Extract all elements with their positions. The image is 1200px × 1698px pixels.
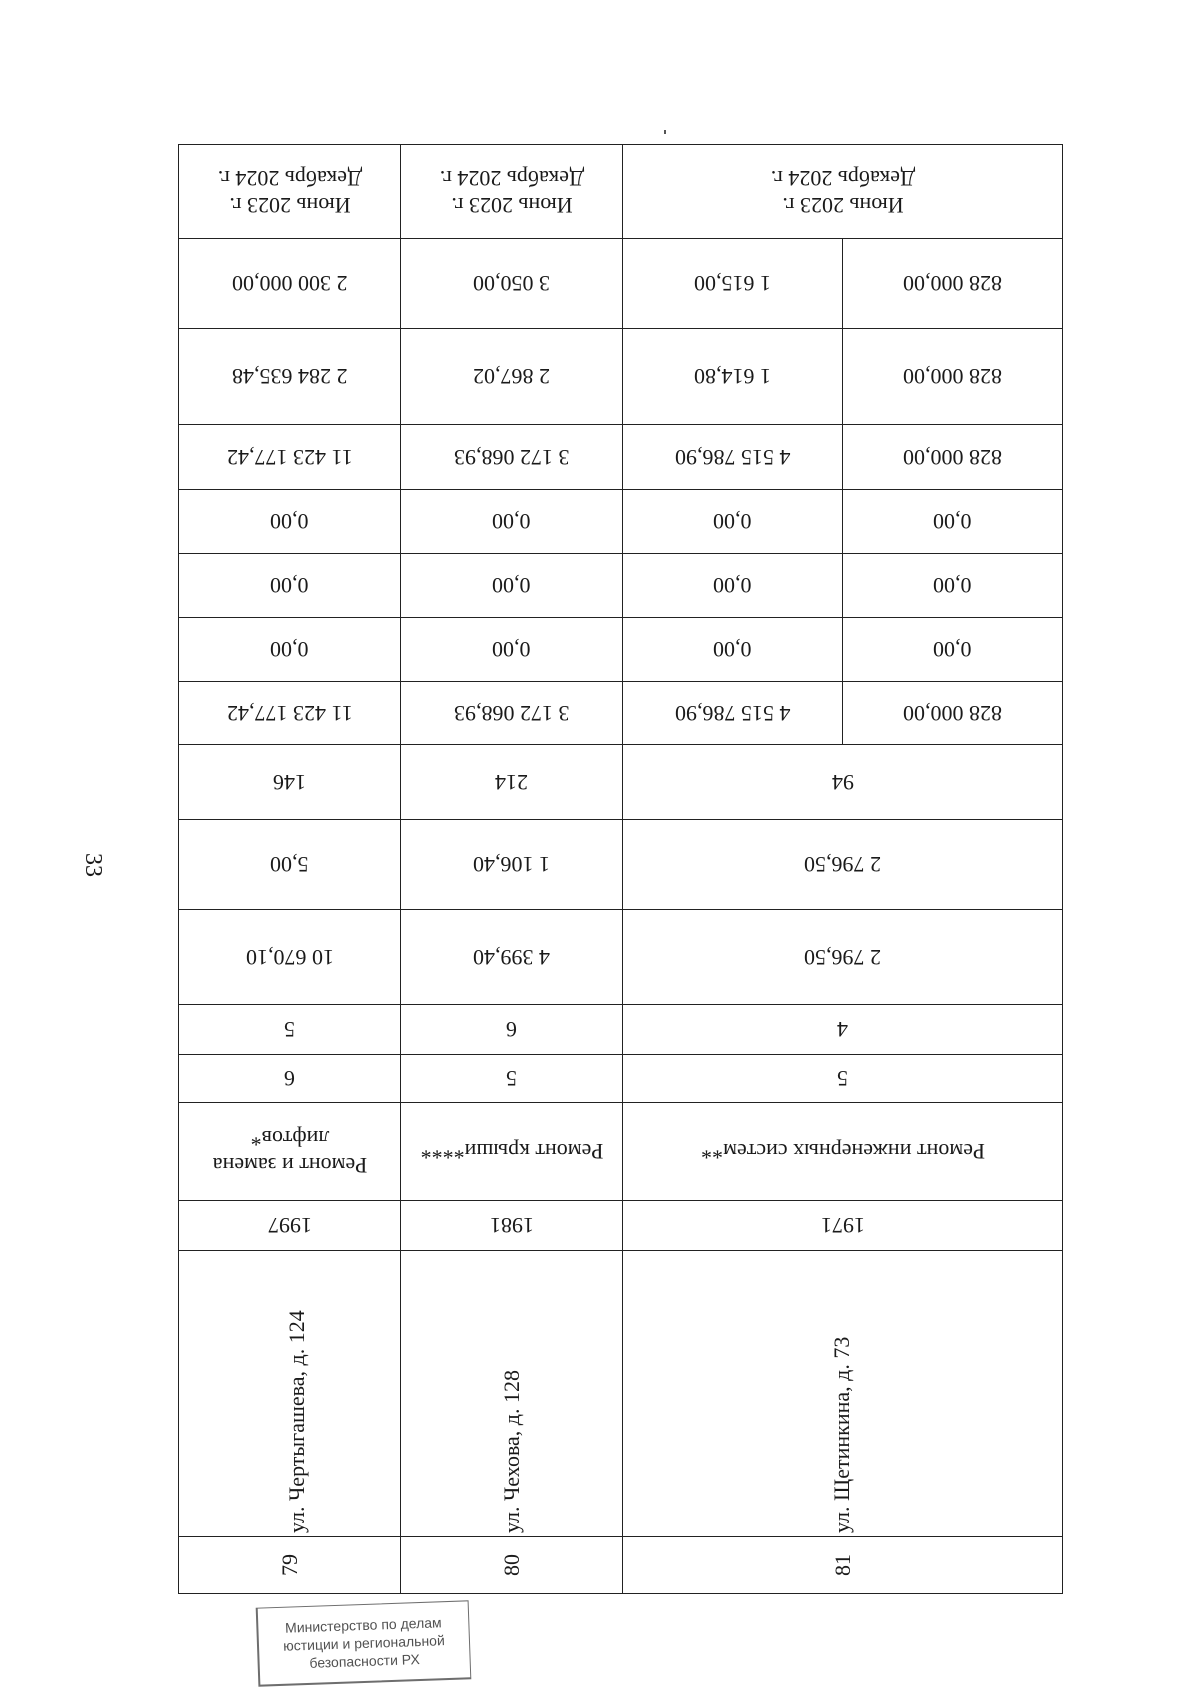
period-text: Июнь 2023 г. Декабрь 2024 г. — [439, 165, 584, 218]
per-unit-limit-cell — [179, 239, 400, 329]
fund-amount-cell — [179, 682, 400, 745]
per-unit-limit: 828 000,00 — [903, 271, 1002, 296]
total-cost: 828 000,00 — [903, 444, 1002, 470]
row-number-cell — [623, 1537, 1062, 1593]
zero-cell — [401, 554, 622, 618]
table-row-79 — [179, 145, 401, 1593]
total-cost: 3 172 068,93 — [453, 444, 570, 470]
per-unit-cost-cell — [179, 329, 400, 425]
stamp-line-3: безопасности РХ — [309, 1651, 421, 1671]
year-cell — [179, 1201, 400, 1251]
zero-cell — [623, 618, 1062, 682]
floors: 6 — [284, 1066, 295, 1091]
entrances: 5 — [284, 1017, 295, 1042]
fund-amount: 4 515 786,90 — [674, 700, 791, 726]
zero-value: 0,00 — [270, 637, 309, 662]
residents: 214 — [495, 769, 528, 795]
zero-value: 0,00 — [713, 509, 752, 534]
residents: 146 — [273, 769, 306, 795]
entrances: 4 — [837, 1017, 848, 1042]
per-unit-cost: 1 614,80 — [694, 364, 771, 389]
residents-cell — [401, 745, 622, 820]
scan-mark — [664, 130, 666, 134]
per-unit-limit-cell — [401, 239, 622, 329]
stamp-line-1: Министерство по делам — [284, 1614, 442, 1636]
residents-cell — [179, 745, 400, 820]
table-row-80 — [401, 145, 623, 1593]
area-living-cell — [179, 820, 400, 910]
entrances: 6 — [506, 1017, 517, 1042]
table-row-81 — [623, 145, 1062, 1593]
zero-cell — [179, 490, 400, 554]
address: ул. Чертыгашева, д. 124 — [284, 1310, 309, 1533]
address: ул. Чехова, д. 128 — [499, 1369, 524, 1533]
period-text: Июнь 2023 г. Декабрь 2024 г. — [770, 165, 915, 218]
entrances-cell — [623, 1005, 1062, 1055]
entrances-cell — [401, 1005, 622, 1055]
year-cell — [401, 1201, 622, 1251]
zero-value: 0,00 — [933, 509, 972, 534]
zero-value: 0,00 — [492, 509, 531, 534]
per-unit-cost: 2 284 635,48 — [231, 364, 348, 389]
fund-amount: 828 000,00 — [903, 700, 1002, 726]
area-living: 2 796,50 — [804, 852, 881, 877]
work-type: Ремонт крыши**** — [420, 1139, 603, 1164]
period-cell — [623, 145, 1062, 239]
residents: 94 — [831, 769, 854, 795]
period-cell — [401, 145, 622, 239]
work-type-cell — [401, 1103, 622, 1201]
row-number: 80 — [498, 1554, 524, 1576]
floors-cell — [623, 1055, 1062, 1103]
page-number: 33 — [80, 853, 106, 877]
work-type: Ремонт инженерных систем** — [700, 1139, 985, 1164]
area-total-cell — [401, 910, 622, 1005]
per-unit-cost: 2 867,02 — [473, 364, 550, 389]
per-unit-limit: 1 615,00 — [694, 271, 771, 296]
work-type-cell — [179, 1103, 400, 1201]
address: ул. Щетинкина, д. 73 — [829, 1336, 854, 1533]
per-unit-cost-cell — [401, 329, 622, 425]
period-text: Июнь 2023 г. Декабрь 2024 г. — [217, 165, 362, 218]
zero-value: 0,00 — [270, 573, 309, 598]
area-living-cell — [623, 820, 1062, 910]
zero-cell — [623, 554, 1062, 618]
row-number-cell — [401, 1537, 622, 1593]
total-cost-cell — [623, 425, 1062, 490]
fund-amount-cell — [623, 682, 1062, 745]
year-cell — [623, 1201, 1062, 1251]
zero-value: 0,00 — [713, 573, 752, 598]
row-number-cell — [179, 1537, 400, 1593]
fund-amount: 11 423 177,42 — [226, 700, 353, 726]
fund-amount-cell — [401, 682, 622, 745]
total-cost-cell — [401, 425, 622, 490]
zero-value: 0,00 — [492, 573, 531, 598]
entrances-cell — [179, 1005, 400, 1055]
per-unit-limit: 3 050,00 — [473, 271, 550, 296]
year: 1997 — [267, 1213, 312, 1238]
ministry-stamp — [256, 1600, 472, 1686]
zero-value: 0,00 — [492, 637, 531, 662]
area-living-cell — [401, 820, 622, 910]
area-total-cell — [179, 910, 400, 1005]
work-type: Ремонт и замена лифтов* — [212, 1125, 367, 1178]
document-table — [178, 144, 1063, 1594]
area-living: 5,00 — [270, 852, 309, 877]
fund-amount: 3 172 068,93 — [453, 700, 570, 726]
row-number: 81 — [829, 1554, 855, 1576]
address-cell — [623, 1251, 1062, 1537]
per-unit-cost-cell — [623, 329, 1062, 425]
floors: 5 — [506, 1066, 517, 1091]
address-cell — [179, 1251, 400, 1537]
year: 1981 — [489, 1213, 534, 1238]
area-total: 2 796,50 — [804, 944, 881, 970]
zero-value: 0,00 — [933, 573, 972, 598]
zero-value: 0,00 — [713, 637, 752, 662]
zero-cell — [179, 618, 400, 682]
floors-cell — [401, 1055, 622, 1103]
floors: 5 — [837, 1066, 848, 1091]
per-unit-limit: 2 300 000,00 — [231, 271, 348, 296]
area-total: 10 670,10 — [245, 944, 334, 970]
address-cell — [401, 1251, 622, 1537]
total-cost: 4 515 786,90 — [674, 444, 791, 470]
zero-cell — [179, 554, 400, 618]
zero-cell — [401, 490, 622, 554]
per-unit-limit-cell — [623, 239, 1062, 329]
period-cell — [179, 145, 400, 239]
work-type-cell — [623, 1103, 1062, 1201]
row-number: 79 — [276, 1554, 302, 1576]
zero-cell — [623, 490, 1062, 554]
zero-value: 0,00 — [933, 637, 972, 662]
zero-value: 0,00 — [270, 509, 309, 534]
residents-cell — [623, 745, 1062, 820]
stamp-line-2: юстиции и региональной — [282, 1632, 446, 1654]
zero-cell — [401, 618, 622, 682]
area-total: 4 399,40 — [473, 944, 550, 970]
floors-cell — [179, 1055, 400, 1103]
total-cost: 11 423 177,42 — [226, 444, 353, 470]
year: 1971 — [820, 1213, 865, 1238]
area-living: 1 106,40 — [473, 852, 550, 877]
total-cost-cell — [179, 425, 400, 490]
area-total-cell — [623, 910, 1062, 1005]
per-unit-cost: 828 000,00 — [903, 364, 1002, 389]
